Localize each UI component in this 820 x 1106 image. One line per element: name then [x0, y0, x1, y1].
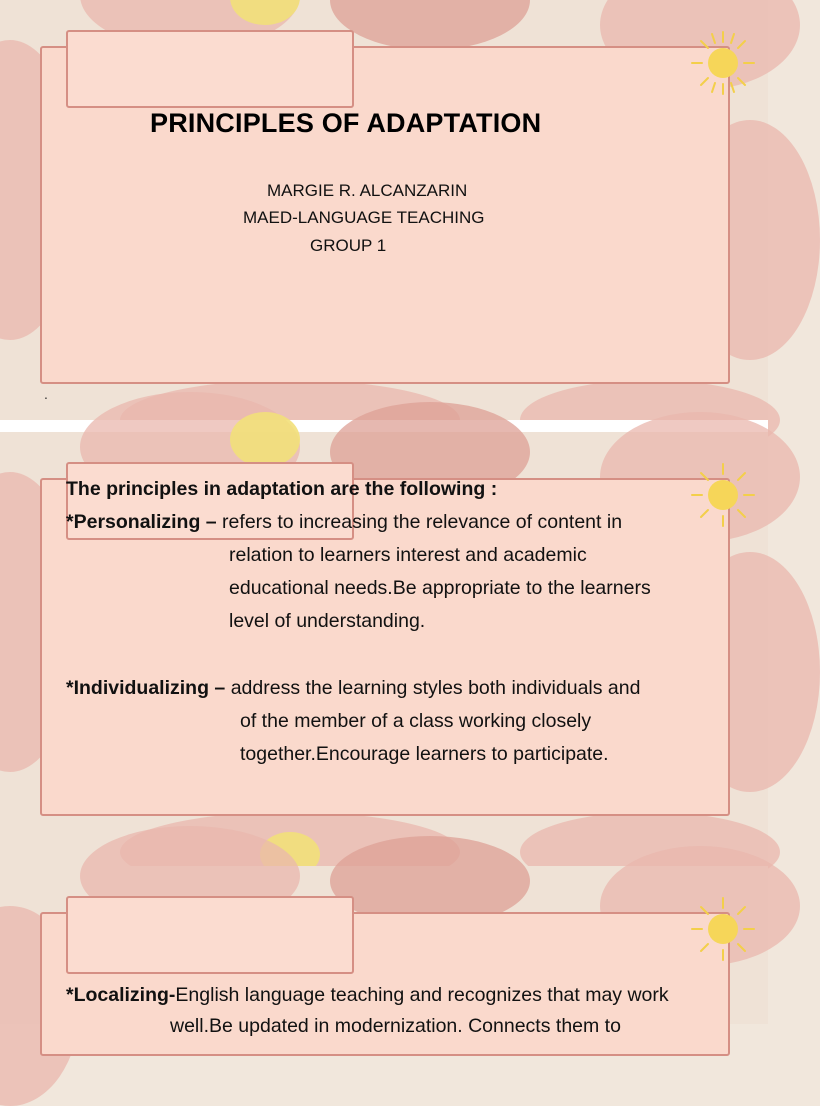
sun-icon	[688, 894, 758, 964]
group-label: GROUP 1	[310, 236, 387, 255]
slide-3	[0, 866, 768, 1037]
author-name: MARGIE R. ALCANZARIN	[267, 181, 468, 200]
sun-icon	[688, 28, 758, 98]
personalizing-line-3: educational needs.Be appropriate to the learners	[229, 577, 651, 599]
individualizing-first-line	[66, 677, 640, 700]
personalizing-first-line	[66, 511, 622, 534]
flower-center-decoration	[230, 412, 300, 467]
localizing-line-2: well.Be updated in modernization. Connects them to	[170, 1015, 621, 1037]
individualizing-line-3: together.Encourage learners to participate.	[240, 743, 609, 765]
program-name: MAED-LANGUAGE TEACHING	[243, 208, 485, 227]
individualizing-line-1: address the learning styles both individuals and	[225, 677, 641, 699]
individualizing-label: *Individualizing –	[66, 677, 226, 699]
localizing-label: *Localizing-	[66, 984, 176, 1006]
personalizing-label: *Personalizing –	[66, 511, 217, 533]
personalizing-line-1: refers to increasing the relevance of content in	[216, 511, 623, 533]
slide-2	[0, 432, 768, 866]
sun-icon	[688, 460, 758, 530]
localizing-line-1: English language teaching and recognizes that may work	[175, 984, 669, 1006]
content-tab	[66, 896, 354, 974]
personalizing-line-4: level of understanding.	[229, 610, 426, 632]
slide-1	[0, 0, 768, 420]
intro-text: The principles in adaptation are the following :	[66, 478, 498, 500]
localizing-first-line	[66, 984, 669, 1007]
flower-decoration	[330, 0, 530, 50]
personalizing-line-2: relation to learners interest and academic	[229, 544, 587, 566]
title-tab	[66, 30, 354, 108]
page-title: PRINCIPLES OF ADAPTATION	[150, 108, 542, 138]
individualizing-line-2: of the member of a class working closely	[240, 710, 592, 732]
bullet-mark: .	[44, 386, 48, 402]
